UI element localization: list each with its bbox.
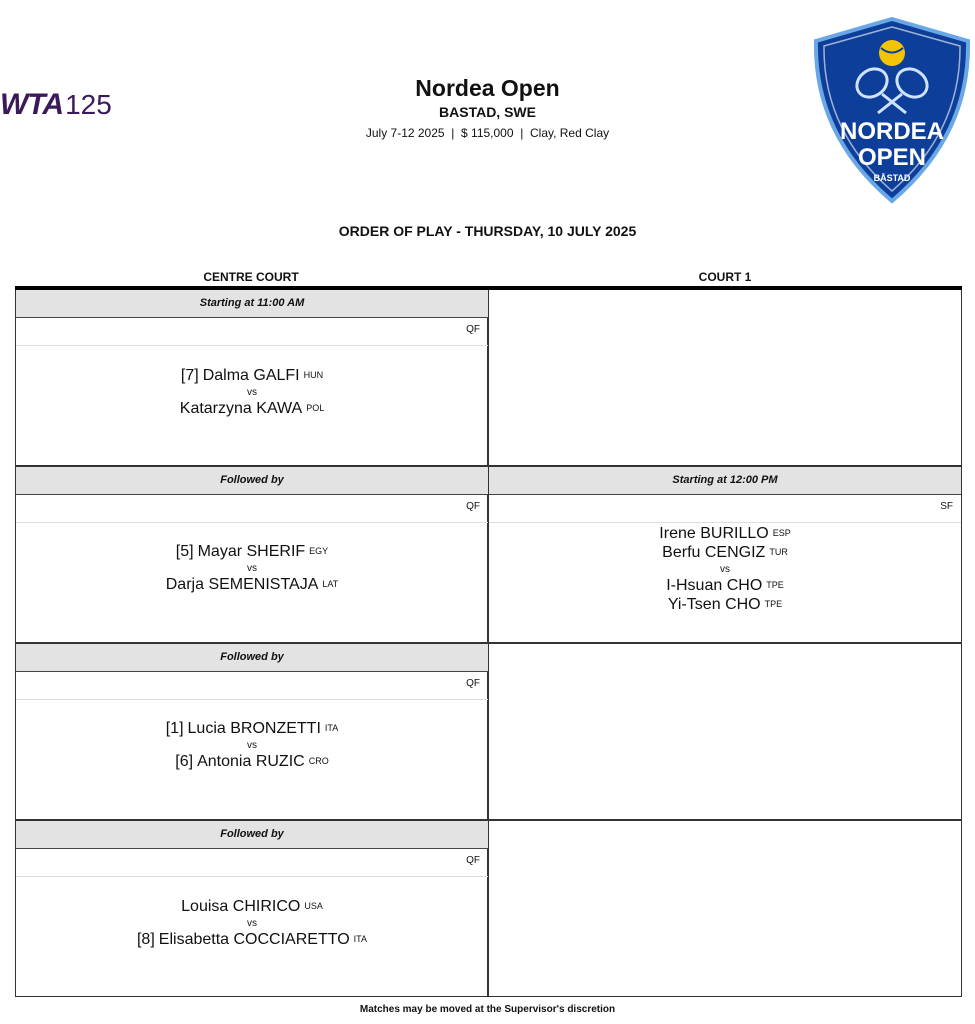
- row-separator: [489, 522, 961, 523]
- player-2: [8] Elisabetta COCCIARETTO ITA: [136, 931, 367, 948]
- player-2: Darja SEMENISTAJA LAT: [165, 576, 339, 593]
- player-2: [6] Antonia RUZIC CRO: [175, 753, 329, 770]
- player-1: [5] Mayar SHERIF EGY: [175, 543, 329, 560]
- round-label: QF: [466, 855, 480, 866]
- player-1: Louisa CHIRICO USA: [181, 898, 323, 915]
- match-time: Starting at 11:00 AM: [16, 290, 488, 318]
- tournament-title: Nordea Open: [415, 75, 560, 101]
- logo-line1: NORDEA: [839, 118, 945, 145]
- logo-line3: BÅSTAD: [873, 173, 911, 183]
- vs-label: vs: [247, 387, 257, 398]
- player-2: Katarzyna KAWA POL: [179, 400, 325, 417]
- order-of-play-title: ORDER OF PLAY - THURSDAY, 10 JULY 2025: [338, 223, 637, 239]
- wta-level: 125: [65, 89, 112, 120]
- row-separator: [16, 345, 488, 346]
- centre-match-3: [16, 644, 488, 821]
- centre-match-2: [16, 467, 488, 644]
- row-separator: [16, 699, 488, 700]
- schedule-grid: [15, 290, 962, 997]
- match-players: [16, 720, 488, 772]
- row-separator: [16, 522, 488, 523]
- footer-note: Matches may be moved at the Supervisor's discretion: [359, 1004, 616, 1015]
- match-players: [16, 898, 488, 950]
- vs-label: vs: [247, 918, 257, 929]
- centre-match-1: [16, 290, 488, 467]
- tournament-info: July 7-12 2025 | $ 115,000 | Clay, Red Clay: [365, 126, 610, 140]
- round-label: QF: [466, 678, 480, 689]
- match-time: Followed by: [16, 821, 488, 849]
- match-time: Starting at 12:00 PM: [489, 467, 961, 495]
- match-time: Followed by: [16, 467, 488, 495]
- nordea-open-logo: [810, 15, 975, 205]
- tournament-location: BASTAD, SWE: [439, 104, 536, 120]
- centre-court-heading: CENTRE COURT: [203, 270, 299, 284]
- match-players: [16, 367, 488, 419]
- match-players: [489, 525, 961, 615]
- row-separator: [16, 876, 488, 877]
- centre-match-4: [16, 821, 488, 997]
- player-4: Yi-Tsen CHO TPE: [667, 596, 783, 613]
- player-1: [1] Lucia BRONZETTI ITA: [165, 720, 339, 737]
- player-3: I-Hsuan CHO TPE: [666, 577, 784, 594]
- vs-label: vs: [247, 740, 257, 751]
- round-label: SF: [940, 501, 953, 512]
- court1-match-1: [489, 467, 961, 644]
- player-2: Berfu CENGIZ TUR: [662, 544, 788, 561]
- round-label: QF: [466, 501, 480, 512]
- vs-label: vs: [720, 564, 730, 575]
- round-label: QF: [466, 324, 480, 335]
- player-1: Irene BURILLO ESP: [659, 525, 791, 542]
- wta-125-logo: [0, 88, 112, 128]
- player-1: [7] Dalma GALFI HUN: [180, 367, 324, 384]
- match-players: [16, 543, 488, 595]
- logo-line2: OPEN: [857, 144, 927, 171]
- tournament-header: [250, 74, 725, 140]
- court1-heading: COURT 1: [698, 270, 752, 284]
- wta-mark: WTA: [0, 88, 64, 121]
- vs-label: vs: [247, 563, 257, 574]
- match-time: Followed by: [16, 644, 488, 672]
